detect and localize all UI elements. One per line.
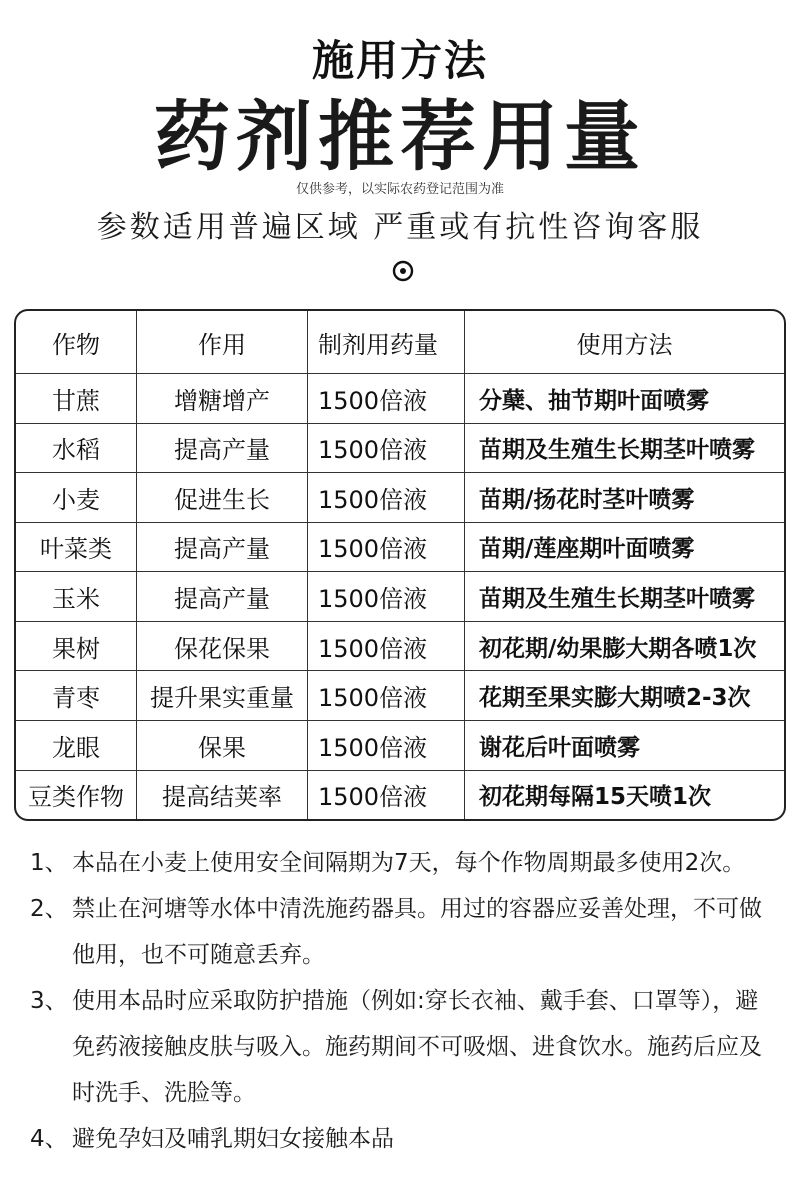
precaution-text: 禁止在河塘等水体中清洗施药器具。用过的容器应妥善处理，不可做他用，也不可随意丢弃。 — [72, 896, 762, 968]
precaution-text: 使用本品时应采取防护措施（例如:穿长衣袖、戴手套、口罩等），避免药液接触皮肤与吸入。施药期间不可吸烟、进食饮水。施药后应及时洗手、洗脸等。 — [72, 988, 762, 1106]
table-row — [16, 423, 784, 473]
header-effect: 作用 — [137, 311, 308, 374]
page-title: 药剂推荐用量 — [154, 92, 646, 181]
precaution-text: 本品在小麦上使用安全间隔期为7天，每个作物周期最多使用2次。 — [72, 850, 746, 876]
cell-effect: 提高结荚率 — [137, 770, 308, 819]
cell-dosage: 1500倍液 — [308, 374, 465, 424]
precaution-item — [30, 840, 775, 886]
cell-crop: 果树 — [16, 621, 137, 671]
cell-dosage: 1500倍液 — [308, 522, 465, 572]
table-row — [16, 621, 784, 671]
table-row — [16, 770, 784, 819]
cell-effect: 促进生长 — [137, 473, 308, 523]
cell-crop: 甘蔗 — [16, 374, 137, 424]
table-row — [16, 374, 784, 424]
cell-crop: 豆类作物 — [16, 770, 137, 819]
cell-crop: 青枣 — [16, 671, 137, 721]
cell-effect: 保果 — [137, 720, 308, 770]
cell-effect: 增糖增产 — [137, 374, 308, 424]
cell-crop: 水稻 — [16, 423, 137, 473]
cell-dosage: 1500倍液 — [308, 770, 465, 819]
cell-crop: 龙眼 — [16, 720, 137, 770]
target-icon — [392, 260, 414, 282]
table-row — [16, 572, 784, 622]
cell-method: 花期至果实膨大期喷2-3次 — [465, 671, 785, 721]
cell-dosage: 1500倍液 — [308, 720, 465, 770]
table-row — [16, 522, 784, 572]
cell-dosage: 1500倍液 — [308, 572, 465, 622]
table-row — [16, 671, 784, 721]
precaution-text: 避免孕妇及哺乳期妇女接触本品 — [72, 1126, 394, 1152]
cell-method: 谢花后叶面喷雾 — [465, 720, 785, 770]
cell-method: 初花期/幼果膨大期各喷1次 — [465, 621, 785, 671]
precaution-number: 1、 — [30, 850, 68, 876]
cell-crop: 玉米 — [16, 572, 137, 622]
cell-effect: 提升果实重量 — [137, 671, 308, 721]
disclaimer-text: 仅供参考，以实际农药登记范围为准 — [295, 182, 504, 197]
precaution-number: 2、 — [30, 896, 68, 922]
precautions-list — [30, 840, 775, 1162]
header-method: 使用方法 — [465, 311, 785, 374]
precaution-item — [30, 978, 775, 1116]
cell-dosage: 1500倍液 — [308, 671, 465, 721]
cell-dosage: 1500倍液 — [308, 473, 465, 523]
cell-method: 苗期/莲座期叶面喷雾 — [465, 522, 785, 572]
table-row — [16, 720, 784, 770]
header-dosage: 制剂用药量 — [308, 311, 465, 374]
cell-effect: 提高产量 — [137, 423, 308, 473]
cell-effect: 保花保果 — [137, 621, 308, 671]
table-row — [16, 473, 784, 523]
precaution-number: 4、 — [30, 1126, 68, 1152]
cell-method: 苗期/扬花时茎叶喷雾 — [465, 473, 785, 523]
dosage-table — [14, 309, 786, 821]
cell-crop: 叶菜类 — [16, 522, 137, 572]
table-header-row — [16, 311, 784, 374]
precaution-item — [30, 886, 775, 978]
header-crop: 作物 — [16, 311, 137, 374]
cell-method: 初花期每隔15天喷1次 — [465, 770, 785, 819]
cell-dosage: 1500倍液 — [308, 621, 465, 671]
cell-effect: 提高产量 — [137, 572, 308, 622]
precaution-number: 3、 — [30, 988, 68, 1014]
precaution-item — [30, 1116, 775, 1162]
cell-method: 分蘖、抽节期叶面喷雾 — [465, 374, 785, 424]
cell-dosage: 1500倍液 — [308, 423, 465, 473]
usage-note-line: 参数适用普遍区域 严重或有抗性咨询客服 — [96, 210, 704, 245]
cell-method: 苗期及生殖生长期茎叶喷雾 — [465, 572, 785, 622]
cell-method: 苗期及生殖生长期茎叶喷雾 — [465, 423, 785, 473]
cell-effect: 提高产量 — [137, 522, 308, 572]
cell-crop: 小麦 — [16, 473, 137, 523]
page-subtitle: 施用方法 — [311, 36, 488, 85]
